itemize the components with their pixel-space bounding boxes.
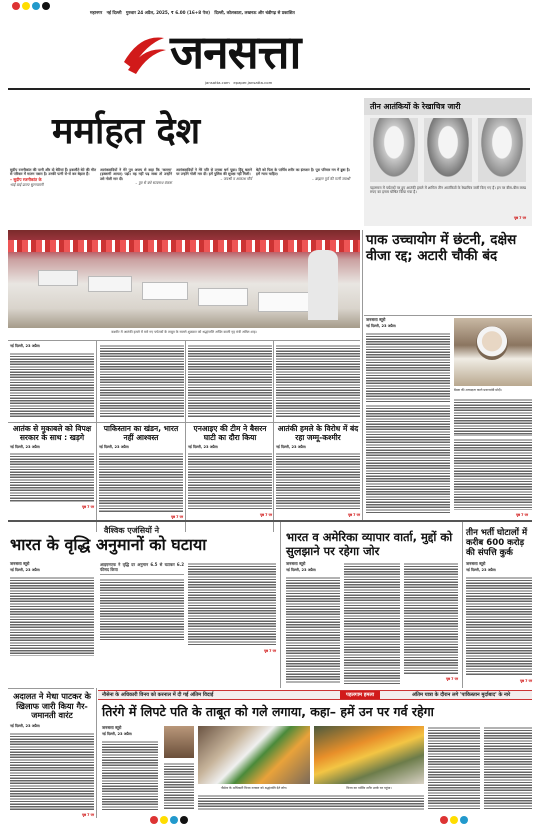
edition-label: महानगर — [90, 10, 103, 15]
pak-byline: जनसत्ता ब्यूरो — [366, 317, 386, 322]
registration-mark — [32, 2, 40, 10]
court-date: नई दिल्ली, 23 अप्रैल। — [10, 724, 41, 728]
mini-1-more-link[interactable]: पृष्ठ 7 पर — [82, 505, 94, 509]
modi-photo — [454, 318, 532, 386]
col1-text — [10, 352, 94, 418]
coffin-text-2 — [164, 762, 194, 810]
growth-kicker: वैश्विक एजंसियों ने — [104, 526, 160, 535]
registration-mark — [170, 816, 178, 824]
registration-mark — [22, 2, 30, 10]
pak-text-3 — [454, 438, 532, 510]
sketch-portrait-2 — [424, 118, 472, 182]
coffin-photo-2-caption: विनय का पार्थिव शरीर उनके घर पहुंचा। — [346, 786, 392, 790]
logo — [120, 25, 420, 79]
lead-quote-2: आतंकवादियों ने मेरे पुत्र अजय से कहा कि 'कलमा' (इस्लामी आयत) पढ़ो। वह नहीं पढ़ सका तो उन्होंने उसे गोली मार दी। – पुत्र से बंधे सत्यनाथ बंकरू — [100, 168, 172, 186]
court-more-link[interactable]: पृष्ठ 7 पर — [82, 813, 94, 817]
pak-text — [366, 332, 450, 402]
sketch-more-link[interactable]: पृष्ठ 7 पर — [514, 216, 526, 220]
coffin-photo-2 — [314, 726, 424, 784]
trade-text-2 — [344, 562, 400, 684]
pahalgam-strip — [98, 690, 532, 700]
coffin-text-5 — [484, 726, 532, 810]
scam-date: नई दिल्ली, 23 अप्रैल। — [466, 568, 497, 572]
modi-photo-caption: बैठक की अध्यक्षता करते प्रधानमंत्री मोदी। — [454, 388, 502, 392]
masthead-dateline — [90, 10, 510, 16]
col2-text — [100, 344, 184, 418]
col4-text — [276, 344, 360, 418]
lead-photo — [8, 230, 360, 328]
sketch-box — [364, 98, 532, 226]
coffin-headline: तिरंगे में लिपटे पति के ताबूत को गले लगाया, कहा– हमें उन पर गर्व रहेगा — [102, 704, 434, 719]
lead-quote-3: आतंकवादियों ने मेरे पति से उनका धर्म पूछा। हिंदू बताने पर उन्होंने गोली मार दी। हमें पुलिस की सुरक्षा नहीं मिली। – जयश्री व आकाश मौर्य — [176, 168, 252, 181]
coffin-date: नई दिल्ली, 23 अप्रैल। — [102, 732, 133, 736]
mini-3-more-link[interactable]: पृष्ठ 7 पर — [260, 513, 272, 517]
coffin-photo-1 — [198, 726, 310, 784]
coffin-text-1 — [102, 740, 158, 810]
court-text — [10, 732, 94, 810]
growth-headline: भारत के वृद्धि अनुमानों को घटाया — [10, 535, 207, 554]
pak-date: नई दिल्ली, 23 अप्रैल। — [366, 324, 397, 328]
registration-mark — [160, 816, 168, 824]
sketch-portrait-3 — [478, 118, 526, 182]
editions-label: दिल्ली, कोलकाता, लखनऊ और चंडीगढ़ से प्रकाशित — [214, 10, 295, 15]
city-label: नई दिल्ली — [106, 10, 122, 15]
scam-headline: तीन भर्ती घोटालों में करीब 600 करोड़ की संपत्ति कुर्क — [466, 528, 528, 558]
sketch-portrait-1 — [370, 118, 418, 182]
trade-more-link[interactable]: पृष्ठ 7 पर — [446, 677, 458, 681]
lead-quote-1: सुदीप रजनीकांत की पत्नी और दो बेटियां हैं। इकलौते बेटे की मौत से परिवार में मातम पसरा है। उनकी पत्नी रो-रो कर बेहाल हैं। – सुदीप रजनीकांत के भाई बाई प्रताप सुरनपल्ली — [10, 168, 96, 187]
scam-byline: जनसत्ता ब्यूरो — [466, 561, 486, 566]
court-headline: अदालत ने मेधा पाटकर के खिलाफ जारी किया गैर-जमानती वारंट — [13, 691, 91, 720]
sketch-body: पहलगाम में पर्यटकों पर हुए आतंकी हमले में शामिल तीन आतंकियों के रेखाचित्र जारी किए गए हैं। इन पर बीस-बीस लाख रुपए का इनाम घोषित किया गया है। — [370, 186, 526, 195]
pak-more-link[interactable]: पृष्ठ 7 पर — [516, 513, 528, 517]
logo-text: जनसत्ता — [170, 25, 301, 79]
epaper-link[interactable]: epaper.jansatta.com — [233, 80, 273, 85]
col3-text — [188, 344, 272, 418]
growth-byline: जनसत्ता ब्यूरो — [10, 561, 30, 566]
mini-story-3: एनआइए की टीम ने बैसरन घाटी का दौरा किया नई दिल्ली, 23 अप्रैल। पृष्ठ 7 पर — [188, 424, 272, 517]
growth-text-1 — [10, 576, 94, 656]
lead-photo-caption: कश्मीर में आतंकी हमले में मारे गए पर्यटकों के ताबूत के सामने शुक्रवार को श्रद्धांजलि अर्पित करती गृह मंत्री अमित शाह। — [111, 330, 257, 334]
scam-more-link[interactable]: पृष्ठ 7 पर — [520, 679, 532, 683]
mini-story-2: पाकिस्तान का खंडन, भारत नहीं आश्वस्त नई दिल्ली, 23 अप्रैल। पृष्ठ 7 पर — [99, 424, 183, 519]
strip-left-text: नौसेना के अधिकारी विनय को करनाल में दी गई अंतिम विदाई — [102, 692, 214, 698]
registration-mark — [460, 816, 468, 824]
pak-headline: पाक उच्चायोग में छंटनी, दक्षेस वीजा रद्द; अटारी चौकी बंद — [366, 232, 517, 264]
registration-mark — [450, 816, 458, 824]
coffin-small-photo — [164, 726, 194, 758]
lead-quote-4: बेटी को पिता के पार्थिव शरीर का इंतजार है। पूरा परिवार गम में डूबा है। हमें न्याय चाहिए। – ब्राह्मण पूर्व की पत्नी जयश्री — [256, 168, 350, 181]
coffin-text-3 — [198, 794, 424, 810]
scam-text — [466, 576, 532, 676]
trade-headline: भारत व अमेरिका व्यापार वार्ता, मुद्दों को सुलझाने पर रहेगा जोर — [286, 530, 453, 558]
logo-swoosh-icon — [120, 32, 168, 76]
growth-quote: आइएमएफ ने वृद्धि दर अनुमान 6.5 से घटाकर 6.2 फीसद किया — [100, 562, 184, 640]
col1-date: नई दिल्ली, 23 अप्रैल। — [10, 344, 41, 348]
website-link[interactable]: jansatta.com — [205, 80, 230, 85]
lead-headline: मर्माहत देश — [52, 111, 201, 152]
sketch-title: तीन आतंकियों के रेखाचित्र जारी — [364, 98, 532, 115]
masthead-web — [205, 80, 272, 85]
registration-mark — [440, 816, 448, 824]
coffin-byline: जनसत्ता ब्यूरो — [102, 725, 122, 730]
pak-side-text — [454, 398, 532, 436]
strip-label: पहलगाम हमला — [340, 691, 380, 699]
strip-right-text: अंतिम यात्रा के दौरान लगे 'पाकिस्तान मुर्दाबाद' के नारे — [412, 692, 511, 698]
mini-2-more-link[interactable]: पृष्ठ 7 पर — [171, 515, 183, 519]
mini-story-4: आतंकी हमले के विरोध में बंद रहा जम्मू-कश्मीर नई दिल्ली, 23 अप्रैल। पृष्ठ 7 पर — [276, 424, 360, 517]
coffin-photo-1-caption: नौसेना के अधिकारी विनय नरवाल को श्रद्धांजलि देते लोग। — [220, 786, 288, 790]
date-price: गुरुवार 24 अप्रैल, 2025, ₹ 6.00 (16+8 पेज) — [125, 10, 211, 15]
growth-more-link[interactable]: पृष्ठ 7 पर — [264, 649, 276, 653]
trade-text-3 — [404, 562, 458, 674]
mini-4-more-link[interactable]: पृष्ठ 7 पर — [348, 513, 360, 517]
mini-story-1: आतंक से मुकाबले को विपक्ष सरकार के साथ : खड़गे नई दिल्ली, 23 अप्रैल। पृष्ठ 7 पर — [10, 424, 94, 509]
registration-mark — [180, 816, 188, 824]
pak-text-2 — [366, 404, 450, 514]
trade-text-1 — [286, 576, 340, 684]
registration-mark — [42, 2, 50, 10]
registration-mark — [12, 2, 20, 10]
coffin-text-4 — [428, 726, 480, 810]
growth-text-3 — [188, 562, 276, 646]
growth-date: नई दिल्ली, 23 अप्रैल। — [10, 568, 41, 572]
trade-byline: जनसत्ता ब्यूरो — [286, 561, 306, 566]
registration-mark — [150, 816, 158, 824]
trade-date: नई दिल्ली, 23 अप्रैल। — [286, 568, 317, 572]
